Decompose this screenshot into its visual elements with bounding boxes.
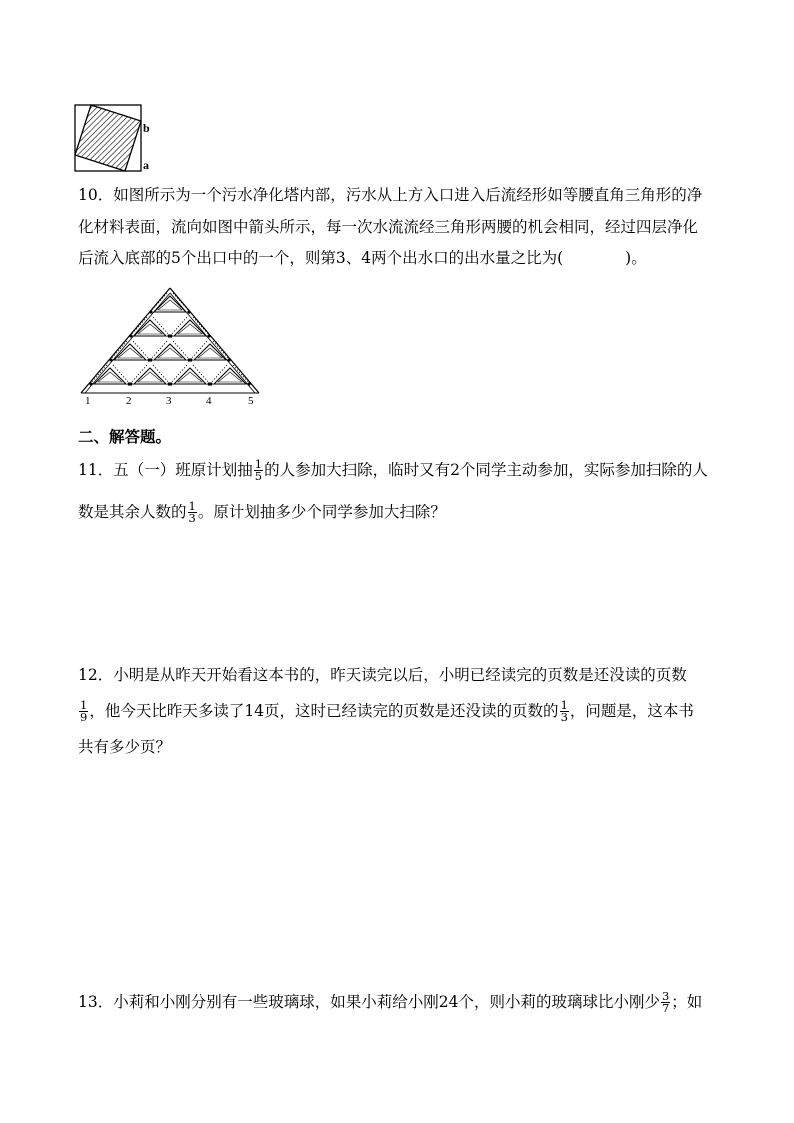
q10-line3: [78, 246, 728, 270]
q13-text-a: 13．小莉和小刚分别有一些玻璃球，如果小莉给小刚24个，则小莉的玻璃球比小刚少: [78, 993, 660, 1011]
q12-line1: 12．小明是从昨天开始看这本书的，昨天读完以后，小明已经读完的页数是还没读的页数: [78, 666, 687, 684]
frac-den: 7: [661, 1000, 670, 1015]
flow-dot: [209, 382, 212, 385]
frac-num: 3: [661, 988, 670, 1003]
purification-tower-figure: [72, 284, 272, 406]
q12-text-a: ，他今天比昨天多读了14页，这时已经读完的页数是还没读的页数的: [89, 702, 559, 720]
q11-line1: [78, 458, 728, 483]
flow-dot: [227, 358, 230, 361]
flow-dot: [169, 334, 172, 337]
frac-den: 3: [188, 510, 196, 525]
fraction-1-9: [79, 697, 88, 724]
q11-text-c: 数是其余人数的: [78, 503, 187, 521]
fraction-1-3: [560, 697, 569, 724]
frac-num: 1: [560, 697, 568, 712]
q10-line2: 化材料表面，流向如图中箭头所示，每一次水流流经三角形两腰的机会相同，经过四层净化: [78, 218, 699, 236]
tower-filters: [89, 293, 250, 386]
flow-dot: [247, 382, 250, 385]
q10-line3-end: )。: [625, 249, 647, 267]
flow-dot: [189, 358, 192, 361]
frac-num: 1: [254, 456, 263, 471]
square-figure: [70, 100, 160, 180]
flow-dot: [149, 310, 152, 313]
label-a: a: [143, 158, 149, 172]
frac-den: 3: [560, 709, 568, 724]
q10-line1: 10．如图所示为一个污水净化塔内部，污水从上方入口进入后流经形如等腰直角三角形的净: [78, 186, 703, 204]
q13-text-b: ；如: [671, 993, 703, 1011]
section-heading: 二、解答题。: [78, 427, 172, 446]
q11-text-a: 11．五（一）班原计划抽: [78, 461, 253, 479]
flow-dot: [169, 382, 172, 385]
outlet-label-4: 4: [206, 395, 212, 406]
q11-line2: [78, 500, 728, 525]
fraction-3-7: [661, 988, 670, 1015]
flow-dot: [149, 358, 152, 361]
frac-den: 5: [254, 468, 263, 483]
q12-line2: [78, 699, 728, 724]
flow-dot: [89, 382, 92, 385]
outlet-label-5: 5: [248, 395, 254, 406]
q12-text-b: ，问题是，这本书: [569, 702, 694, 720]
flow-dot: [129, 334, 132, 337]
outlet-label-1: 1: [85, 395, 91, 406]
fraction-1-3: [188, 498, 197, 525]
flow-dot: [187, 310, 190, 313]
q11-text-d: 。原计划抽多少个同学参加大扫除？: [197, 503, 446, 521]
q13-line1: [78, 990, 728, 1015]
outlet-label-2: 2: [126, 395, 132, 406]
flow-dot: [207, 334, 210, 337]
flow-dot: [109, 358, 112, 361]
label-b: b: [143, 121, 150, 135]
frac-num: 1: [188, 498, 196, 513]
q11-text-b: 的人参加大扫除，临时又有2个同学主动参加，实际参加扫除的人: [264, 461, 708, 479]
q12-line3: 共有多少页？: [78, 738, 172, 756]
fraction-1-5: [254, 456, 263, 483]
flow-dot: [129, 382, 132, 385]
frac-den: 9: [80, 709, 88, 724]
frac-num: 1: [80, 697, 88, 712]
outlet-label-3: 3: [166, 395, 172, 406]
q10-line3-text: 后流入底部的5个出口中的一个，则第3、4两个出水口的出水量之比为(: [78, 249, 564, 267]
